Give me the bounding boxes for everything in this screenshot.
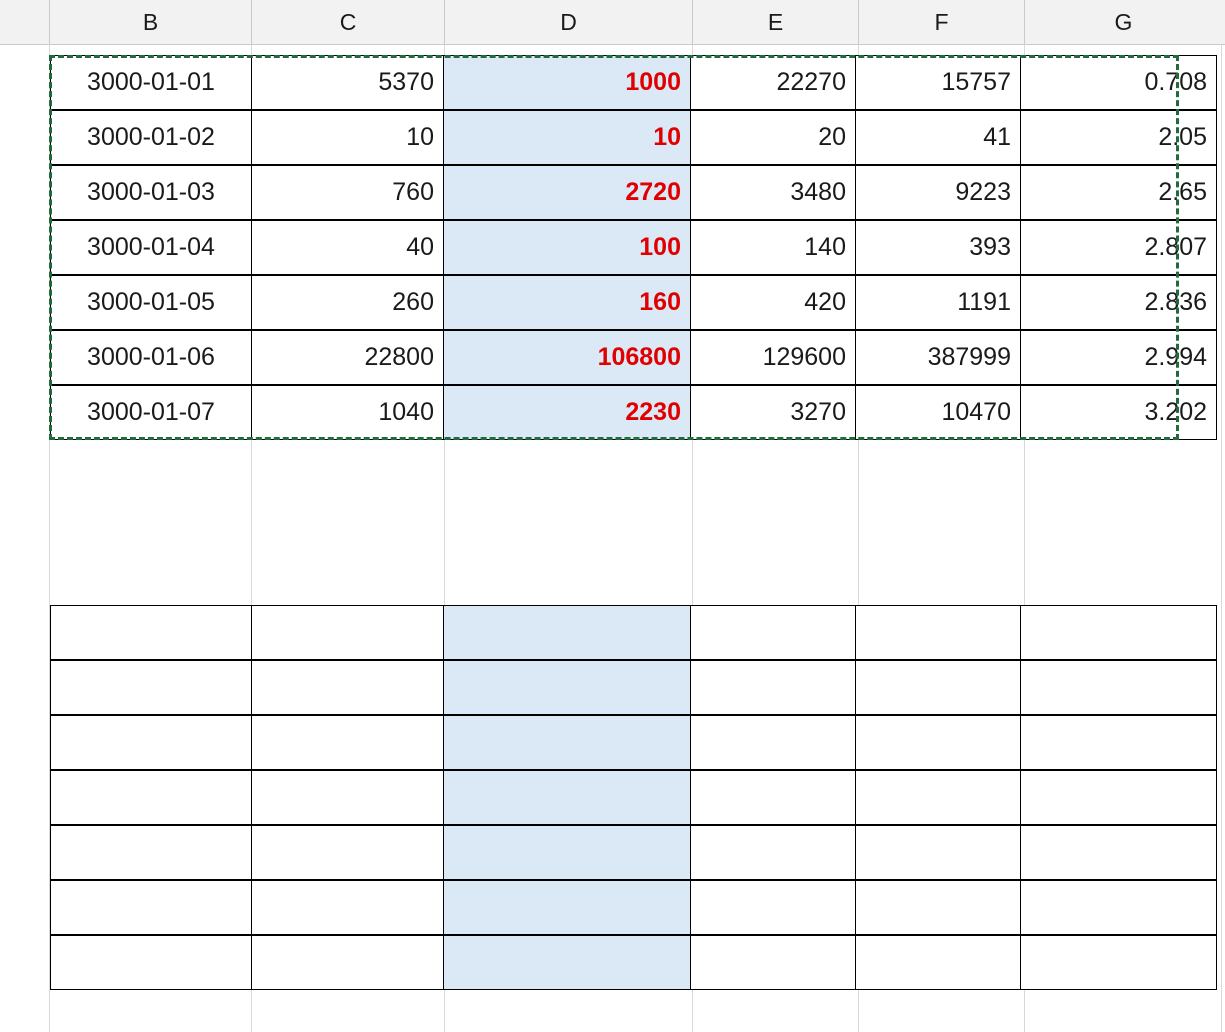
cell-f2[interactable]: 41 xyxy=(855,110,1021,165)
gridline-g-h xyxy=(1221,44,1222,1032)
cell-e-blank4[interactable] xyxy=(690,770,856,825)
cell-b6[interactable]: 3000-01-06 xyxy=(50,330,252,385)
cell-c3[interactable]: 760 xyxy=(251,165,444,220)
cell-g6[interactable]: 2.994 xyxy=(1020,330,1217,385)
cell-c-blank4[interactable] xyxy=(251,770,444,825)
cell-c2[interactable]: 10 xyxy=(251,110,444,165)
cell-b-blank2[interactable] xyxy=(50,660,252,715)
cell-d1[interactable]: 1000 xyxy=(443,55,691,110)
cell-f1[interactable]: 15757 xyxy=(855,55,1021,110)
cell-f5[interactable]: 1191 xyxy=(855,275,1021,330)
table-row[interactable] xyxy=(50,385,1217,440)
cell-e-blank2[interactable] xyxy=(690,660,856,715)
cell-g-blank5[interactable] xyxy=(1020,825,1217,880)
cell-e2[interactable]: 20 xyxy=(690,110,856,165)
cell-f-blank1[interactable] xyxy=(855,605,1021,660)
cell-b-blank4[interactable] xyxy=(50,770,252,825)
cell-b7[interactable]: 3000-01-07 xyxy=(50,385,252,440)
cell-e6[interactable]: 129600 xyxy=(690,330,856,385)
cell-c-blank1[interactable] xyxy=(251,605,444,660)
cell-g7[interactable]: 3.202 xyxy=(1020,385,1217,440)
cell-c-blank5[interactable] xyxy=(251,825,444,880)
cell-c5[interactable]: 260 xyxy=(251,275,444,330)
table-row[interactable] xyxy=(50,330,1217,385)
cell-e-blank5[interactable] xyxy=(690,825,856,880)
column-header-b[interactable]: B xyxy=(50,0,252,44)
cell-f7[interactable]: 10470 xyxy=(855,385,1021,440)
cell-e1[interactable]: 22270 xyxy=(690,55,856,110)
cell-d-blank3[interactable] xyxy=(443,715,691,770)
cell-d-blank7[interactable] xyxy=(443,935,691,990)
column-header-d[interactable]: D xyxy=(445,0,693,44)
cell-c-blank6[interactable] xyxy=(251,880,444,935)
cell-d-blank1[interactable] xyxy=(443,605,691,660)
cell-f-blank3[interactable] xyxy=(855,715,1021,770)
table-row[interactable] xyxy=(50,220,1217,275)
cell-d7[interactable]: 2230 xyxy=(443,385,691,440)
column-header-c[interactable]: C xyxy=(252,0,445,44)
table-row[interactable] xyxy=(50,825,1217,880)
cell-b-blank6[interactable] xyxy=(50,880,252,935)
cell-b-blank5[interactable] xyxy=(50,825,252,880)
cell-g-blank3[interactable] xyxy=(1020,715,1217,770)
cell-d5[interactable]: 160 xyxy=(443,275,691,330)
cell-g2[interactable]: 2.05 xyxy=(1020,110,1217,165)
table-row[interactable] xyxy=(50,165,1217,220)
cell-b-blank1[interactable] xyxy=(50,605,252,660)
cell-d4[interactable]: 100 xyxy=(443,220,691,275)
cell-f3[interactable]: 9223 xyxy=(855,165,1021,220)
cell-d-blank4[interactable] xyxy=(443,770,691,825)
cell-c1[interactable]: 5370 xyxy=(251,55,444,110)
cell-e-blank7[interactable] xyxy=(690,935,856,990)
column-header-row xyxy=(0,0,1225,45)
table-row[interactable] xyxy=(50,605,1217,660)
table-row[interactable] xyxy=(50,110,1217,165)
cell-f-blank4[interactable] xyxy=(855,770,1021,825)
cell-f-blank2[interactable] xyxy=(855,660,1021,715)
cell-b3[interactable]: 3000-01-03 xyxy=(50,165,252,220)
table-row[interactable] xyxy=(50,275,1217,330)
cell-g-blank1[interactable] xyxy=(1020,605,1217,660)
cell-b-blank7[interactable] xyxy=(50,935,252,990)
table-row[interactable] xyxy=(50,935,1217,990)
cell-d-blank6[interactable] xyxy=(443,880,691,935)
column-header-g[interactable]: G xyxy=(1025,0,1222,44)
cell-b2[interactable]: 3000-01-02 xyxy=(50,110,252,165)
cell-c6[interactable]: 22800 xyxy=(251,330,444,385)
cell-g5[interactable]: 2.836 xyxy=(1020,275,1217,330)
cell-c-blank2[interactable] xyxy=(251,660,444,715)
cell-e5[interactable]: 420 xyxy=(690,275,856,330)
column-header-f[interactable]: F xyxy=(859,0,1025,44)
cell-c-blank7[interactable] xyxy=(251,935,444,990)
cell-g3[interactable]: 2.65 xyxy=(1020,165,1217,220)
cell-g-blank6[interactable] xyxy=(1020,880,1217,935)
cell-f-blank6[interactable] xyxy=(855,880,1021,935)
table-row[interactable] xyxy=(50,55,1217,110)
cell-d6[interactable]: 106800 xyxy=(443,330,691,385)
cell-e4[interactable]: 140 xyxy=(690,220,856,275)
cell-c7[interactable]: 1040 xyxy=(251,385,444,440)
cell-g4[interactable]: 2.807 xyxy=(1020,220,1217,275)
cell-b5[interactable]: 3000-01-05 xyxy=(50,275,252,330)
cell-b-blank3[interactable] xyxy=(50,715,252,770)
cell-f-blank7[interactable] xyxy=(855,935,1021,990)
table-row[interactable] xyxy=(50,715,1217,770)
cell-b4[interactable]: 3000-01-04 xyxy=(50,220,252,275)
cell-d3[interactable]: 2720 xyxy=(443,165,691,220)
cell-d2[interactable]: 10 xyxy=(443,110,691,165)
cell-g-blank7[interactable] xyxy=(1020,935,1217,990)
column-header-e[interactable]: E xyxy=(693,0,859,44)
cell-f4[interactable]: 393 xyxy=(855,220,1021,275)
cell-f-blank5[interactable] xyxy=(855,825,1021,880)
cell-d-blank5[interactable] xyxy=(443,825,691,880)
cell-g-blank2[interactable] xyxy=(1020,660,1217,715)
cell-e-blank6[interactable] xyxy=(690,880,856,935)
cell-c-blank3[interactable] xyxy=(251,715,444,770)
cell-e-blank3[interactable] xyxy=(690,715,856,770)
table-row[interactable] xyxy=(50,880,1217,935)
select-all-corner[interactable] xyxy=(0,0,50,44)
table-row[interactable] xyxy=(50,660,1217,715)
grid-body[interactable] xyxy=(0,44,1225,1032)
table-row[interactable] xyxy=(50,770,1217,825)
cell-e7[interactable]: 3270 xyxy=(690,385,856,440)
cell-d-blank2[interactable] xyxy=(443,660,691,715)
cell-e3[interactable]: 3480 xyxy=(690,165,856,220)
cell-f6[interactable]: 387999 xyxy=(855,330,1021,385)
cell-g1[interactable]: 0.708 xyxy=(1020,55,1217,110)
cell-c4[interactable]: 40 xyxy=(251,220,444,275)
cell-e-blank1[interactable] xyxy=(690,605,856,660)
cell-g-blank4[interactable] xyxy=(1020,770,1217,825)
cell-b1[interactable]: 3000-01-01 xyxy=(50,55,252,110)
